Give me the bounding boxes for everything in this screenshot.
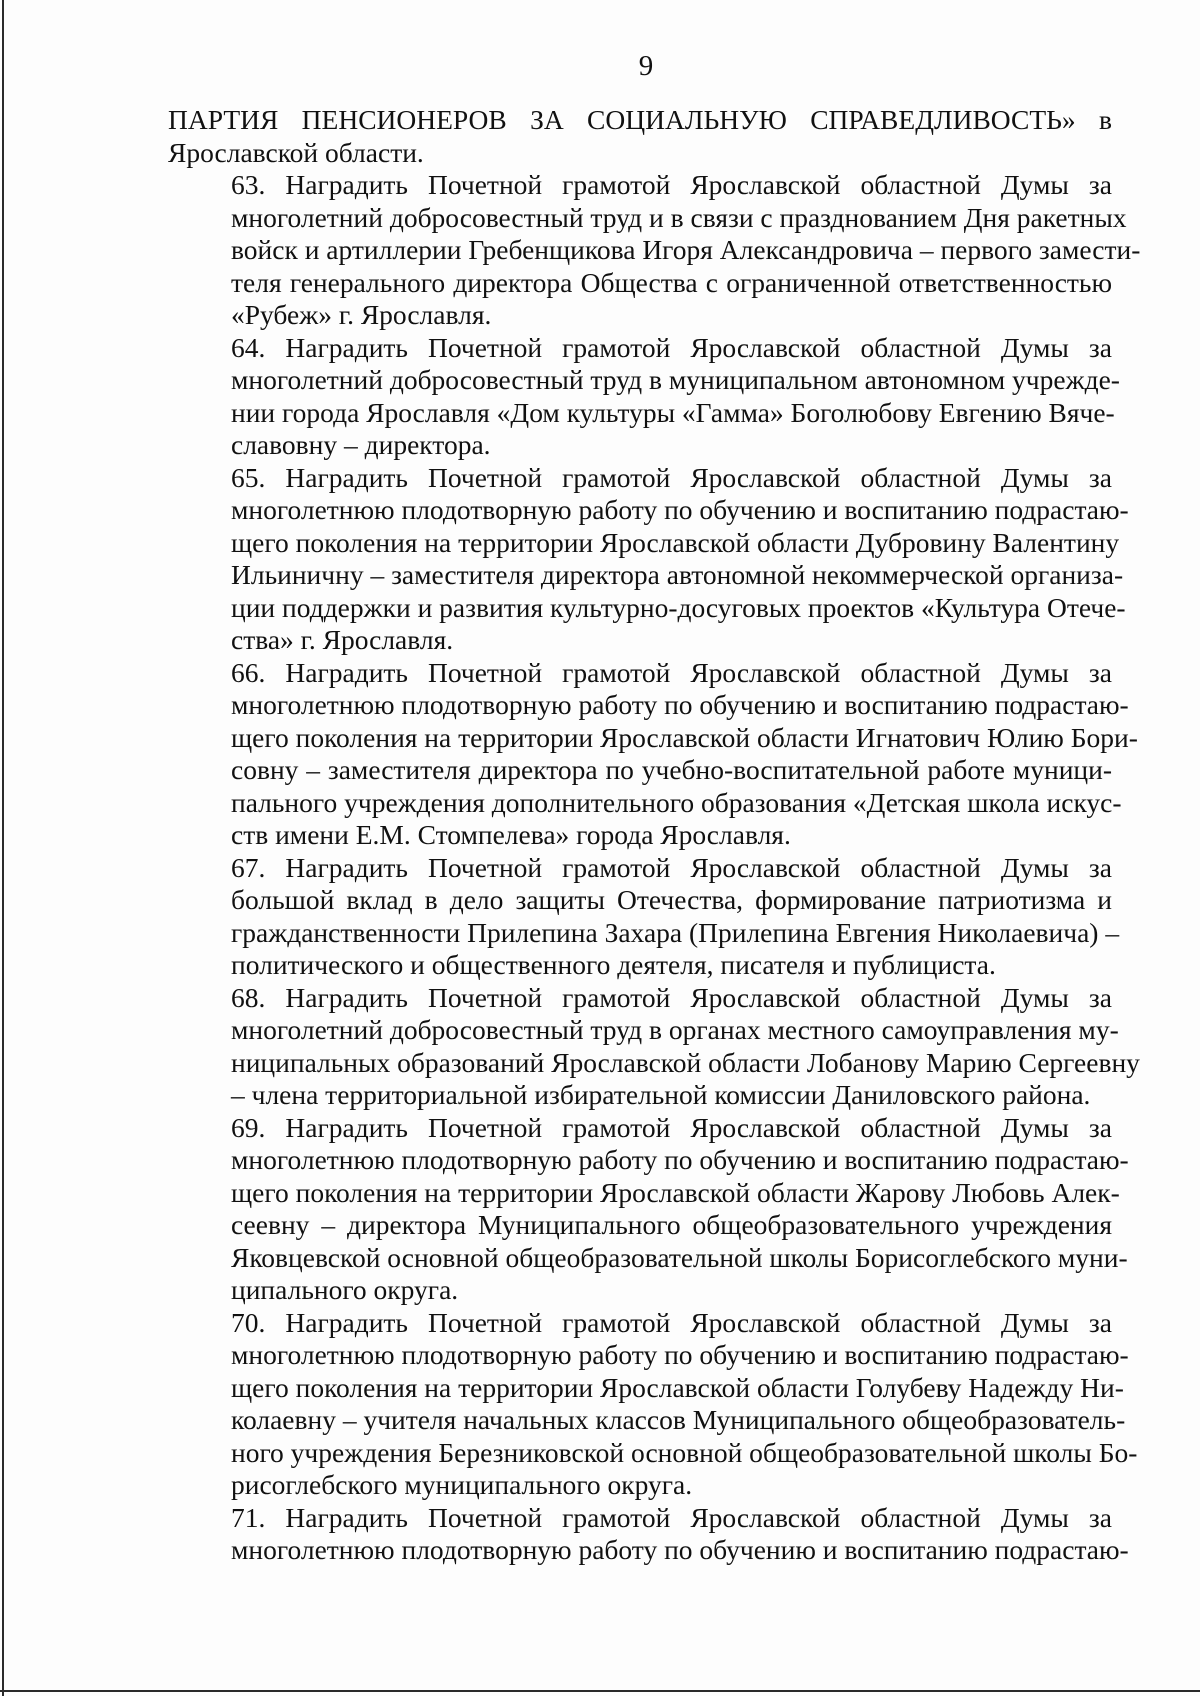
text-line: многолетний добросовестный труд в муниципальном автономном учрежде- (231, 364, 1120, 395)
text-line: многолетний добросовестный труд и в связи с празднованием Дня ракетных (231, 201, 1127, 233)
text-line: нии города Ярославля «Дом культуры «Гамма» Боголюбову Евгению Вяче- (231, 396, 1115, 428)
text-line: ПАРТИЯ ПЕНСИОНЕРОВ ЗА СОЦИАЛЬНУЮ СПРАВЕДЛИВОСТЬ» в (168, 104, 1112, 135)
text-line: 69. Наградить Почетной грамотой Ярославской областной Думы за (231, 1111, 1112, 1143)
text-line: 67. Наградить Почетной грамотой Ярославской областной Думы за (231, 851, 1112, 883)
text-line: 70. Наградить Почетной грамотой Ярославской областной Думы за (231, 1306, 1112, 1338)
text-line: совну – заместителя директора по учебно-воспитательной работе муници- (231, 754, 1112, 785)
text-line: многолетнюю плодотворную работу по обучению и воспитанию подрастаю- (231, 1534, 1129, 1565)
text-line: теля генерального директора Общества с ограниченной ответственностью (231, 266, 1112, 298)
text-line: 71. Наградить Почетной грамотой Ярославской областной Думы за (231, 1501, 1112, 1533)
page-number: 9 (638, 50, 654, 82)
text-line: войск и артиллерии Гребенщикова Игоря Александровича – первого замести- (231, 234, 1141, 265)
text-line: многолетний добросовестный труд в органах местного самоуправления му- (231, 1014, 1119, 1045)
text-line: 65. Наградить Почетной грамотой Ярославской областной Думы за (231, 461, 1112, 493)
paragraph-cont (168, 104, 1112, 169)
text-line: многолетнюю плодотворную работу по обучению и воспитанию подрастаю- (231, 1339, 1129, 1370)
text-line: щего поколения на территории Ярославской области Игнатович Юлию Бори- (231, 721, 1138, 753)
text-line: колаевну – учителя начальных классов Муниципального общеобразователь- (231, 1404, 1126, 1435)
scan-edge-bottom (0, 1690, 1200, 1692)
scan-edge-left (2, 0, 4, 1696)
paragraph-67 (168, 851, 1120, 982)
text-line: многолетнюю плодотворную работу по обучению и воспитанию подрастаю- (231, 1144, 1129, 1175)
text-line: многолетнюю плодотворную работу по обучению и воспитанию подрастаю- (231, 689, 1129, 720)
text-line: ципального округа. (231, 1274, 459, 1305)
text-line: ств имени Е.М. Стомпелева» города Ярославля. (231, 819, 791, 850)
text-line: ниципальных образований Ярославской области Лобанову Марию Сергеевну (231, 1046, 1140, 1078)
text-line: ции поддержки и развития культурно-досуговых проектов «Культура Отече- (231, 591, 1126, 623)
text-line: рисоглебского муниципального округа. (231, 1469, 693, 1500)
text-line: щего поколения на территории Ярославской области Голубеву Надежду Ни- (231, 1371, 1124, 1403)
text-line: ного учреждения Березниковской основной общеобразовательной школы Бо- (231, 1436, 1138, 1468)
text-line: пального учреждения дополнительного образования «Детская школа искус- (231, 786, 1122, 818)
text-line: – члена территориальной избирательной комиссии Даниловского района. (231, 1079, 1091, 1110)
text-line: ства» г. Ярославля. (231, 624, 454, 655)
text-line: политического и общественного деятеля, писателя и публициста. (231, 949, 996, 980)
text-line: Ярославской области. (168, 136, 424, 168)
paragraph-66 (168, 656, 1138, 852)
paragraph-63 (168, 169, 1141, 332)
paragraph-70 (168, 1306, 1138, 1502)
paragraph-71 (168, 1501, 1129, 1567)
text-line: 63. Наградить Почетной грамотой Ярославской областной Думы за (231, 169, 1112, 200)
text-line: 64. Наградить Почетной грамотой Ярославской областной Думы за (231, 331, 1112, 363)
text-line: щего поколения на территории Ярославской области Дубровину Валентину (231, 526, 1120, 558)
text-line: сеевну – директора Муниципального общеобразовательного учреждения (231, 1209, 1112, 1240)
text-line: многолетнюю плодотворную работу по обучению и воспитанию подрастаю- (231, 494, 1129, 525)
text-line: щего поколения на территории Ярославской области Жарову Любовь Алек- (231, 1176, 1120, 1208)
text-line: 66. Наградить Почетной грамотой Ярославской областной Думы за (231, 656, 1112, 688)
text-line: Яковцевской основной общеобразовательной школы Борисоглебского муни- (231, 1241, 1128, 1273)
text-line: «Рубеж» г. Ярославля. (231, 299, 492, 330)
text-line: славовну – директора. (231, 429, 491, 460)
paragraph-64 (168, 331, 1120, 462)
paragraph-68 (168, 981, 1140, 1112)
text-line: 68. Наградить Почетной грамотой Ярославской областной Думы за (231, 981, 1112, 1013)
text-line: большой вклад в дело защиты Отечества, формирование патриотизма и (231, 884, 1112, 915)
text-line: Ильиничну – заместителя директора автономной некоммерческой организа- (231, 559, 1124, 590)
document-body (168, 104, 1141, 1567)
paragraph-69 (168, 1111, 1129, 1307)
text-line: гражданственности Прилепина Захара (Прилепина Евгения Николаевича) – (231, 916, 1120, 948)
paragraph-65 (168, 461, 1129, 657)
